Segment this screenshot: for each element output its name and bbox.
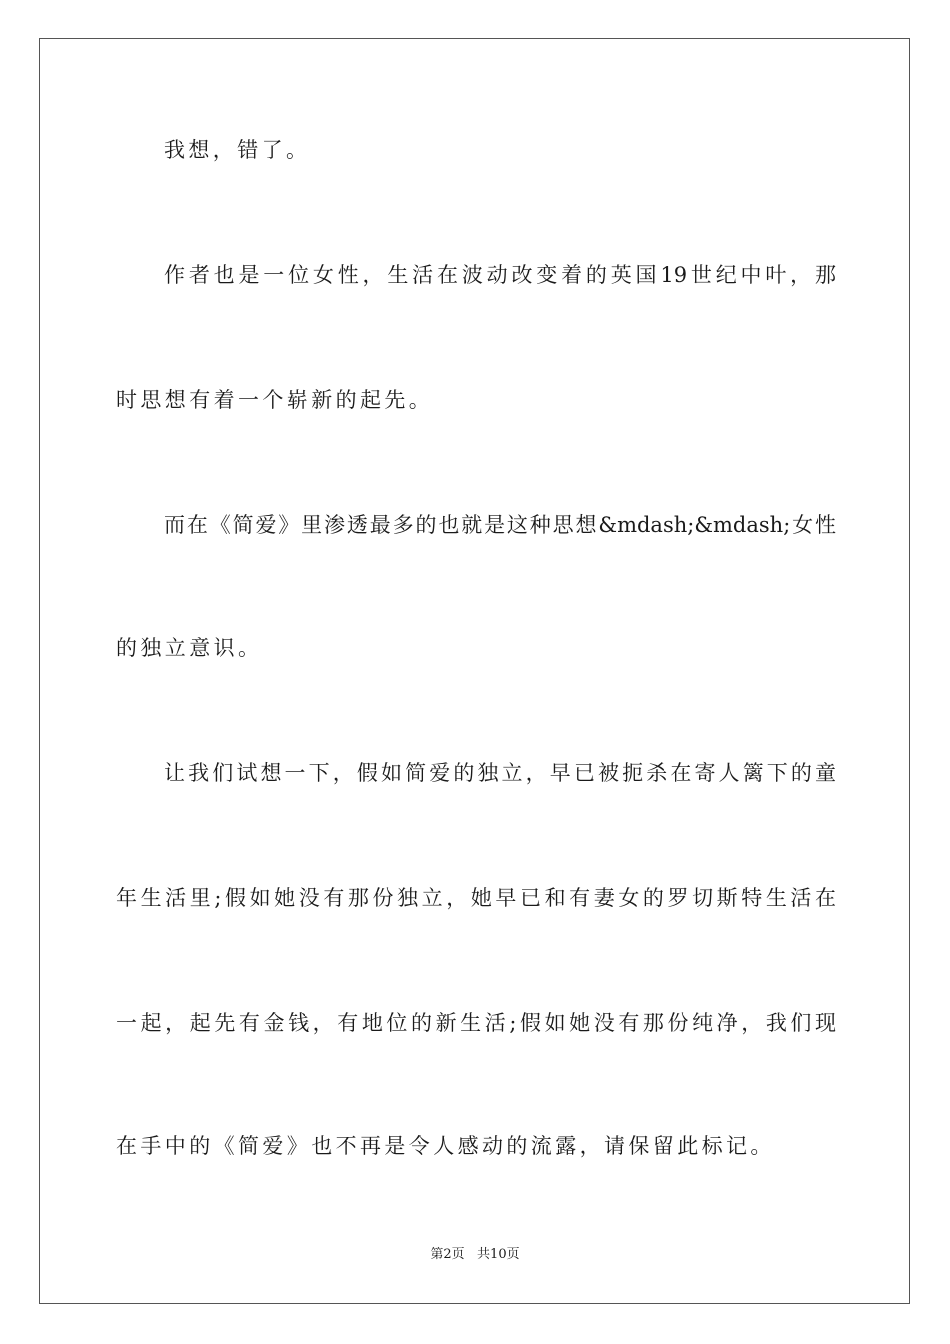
paragraph-line: 年生活里;假如她没有那份独立，她早已和有妻女的罗切斯特生活在 [116,886,836,910]
paragraph-line: 时思想有着一个崭新的起先。 [116,388,434,412]
paragraph-line: 让我们试想一下，假如简爱的独立，早已被扼杀在寄人篱下的童 [164,761,836,785]
paragraph-line: 而在《简爱》里渗透最多的也就是这种思想&mdash;&mdash;女性 [164,513,836,537]
paragraph-line: 我想，错了。 [164,138,311,162]
page-number-footer: 第2页 共10页 [430,1247,520,1262]
paragraph-line: 一起，起先有金钱，有地位的新生活;假如她没有那份纯净，我们现 [116,1011,836,1035]
page-border [39,38,910,1304]
paragraph-line: 作者也是一位女性，生活在波动改变着的英国19世纪中叶，那 [164,263,836,287]
paragraph-line: 在手中的《简爱》也不再是令人感动的流露，请保留此标记。 [116,1134,775,1158]
paragraph-line: 的独立意识。 [116,636,263,660]
